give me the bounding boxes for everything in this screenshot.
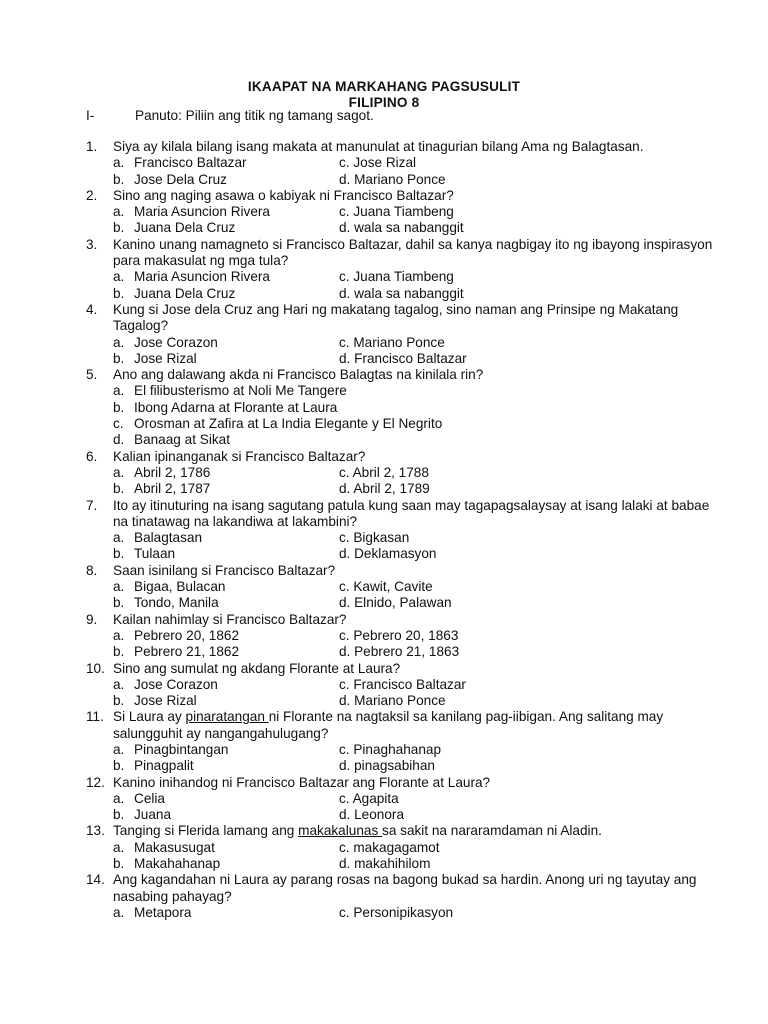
choice-row [113,269,726,285]
choice-text: Abril 2, 1787 [134,481,211,497]
question-text-part: ni Florante na nagtaksil sa kanilang pag-iibigan. Ang salitang may salungguhit ay nangangahulugang? [113,709,664,741]
choice-option: c. Pinaghahanap [339,741,442,757]
choice-letter: b. [113,350,125,366]
choice-option [113,677,218,693]
choice-row [113,481,726,497]
instruction-number: I- [86,108,95,123]
question-number: 3. [86,236,98,252]
instruction-text: Panuto: Piliin ang titik ng tamang sagot. [135,108,374,123]
choice-letter: b. [113,481,125,497]
choice-text: Jose Rizal [134,350,197,366]
choice-letter: b. [113,285,125,301]
choice-letter: b. [113,399,125,415]
choice-option [113,204,270,220]
choice-option: d. wala sa nabanggit [339,220,464,236]
choice-text: Jose Dela Cruz [134,171,227,187]
question-item [86,188,726,237]
choice-option: d. Francisco Baltazar [339,350,467,366]
choice-letter: a. [113,627,125,643]
underlined-word: pinaratangan [185,709,269,725]
question-number: 12. [86,774,105,790]
choice-row [113,840,726,856]
choice-letter: a. [113,269,125,285]
choice-row [113,905,726,921]
choice-letter: a. [113,790,125,806]
choice-option: d. wala sa nabanggit [339,285,464,301]
choice-text: Juana Dela Cruz [134,220,236,236]
choice-letter: b. [113,856,125,872]
question-item [86,823,726,872]
choice-option: d. Abril 2, 1789 [339,481,430,497]
question-list [86,139,726,921]
choice-row [113,758,726,774]
choice-row [113,595,726,611]
choice-letter: a. [113,904,125,920]
question-item [86,775,726,824]
choice-text: Juana [134,807,172,823]
question-number: 6. [86,448,98,464]
question-number: 2. [86,187,98,203]
choice-option: d. Pebrero 21, 1863 [339,644,460,660]
choice-letter: a. [113,579,125,595]
choice-option [113,530,202,546]
choice-option: c. Mariano Ponce [339,334,445,350]
choice-row [113,220,726,236]
choice-option [113,742,229,758]
choice-text: Tondo, Manila [134,595,219,611]
choice-option [113,791,165,807]
choice-row [113,155,726,171]
choice-option [113,693,197,709]
choice-row [113,628,726,644]
choice-option: c. Personipikasyon [339,904,454,920]
choice-letter: b. [113,220,125,236]
exam-subtitle: FILIPINO 8 [348,95,420,110]
choice-option [113,416,726,432]
question-item [86,563,726,612]
choice-text: Makasusugat [134,839,215,855]
question-text [113,709,726,742]
choice-option [113,856,220,872]
question-item [86,367,726,448]
question-text: Kung si Jose dela Cruz ang Hari ng makatang tagalog, sino naman ang Prinsipe ng Makatang Tagalog? [113,301,679,334]
choice-option [113,400,726,416]
choice-text: Francisco Baltazar [134,155,247,171]
choice-option [113,383,726,399]
choice-option [113,481,210,497]
choice-option [113,579,225,595]
choice-option: d. Elnido, Palawan [339,595,452,611]
choice-letter: d. [113,432,125,448]
choice-row [113,172,726,188]
choice-option: d. makahihilom [339,856,431,872]
choice-option: c. Abril 2, 1788 [339,464,429,480]
choice-row [113,286,726,302]
question-number: 13. [86,823,105,839]
question-item [86,661,726,710]
choice-option: c. Agapita [339,790,399,806]
choice-option [113,286,235,302]
choice-letter: a. [113,334,125,350]
choice-text: Jose Corazon [134,676,218,692]
choice-row [113,807,726,823]
question-text: Kanino inihandog ni Francisco Baltazar ang Florante at Laura? [113,774,491,790]
choice-option [113,644,239,660]
choice-option: d. Mariano Ponce [339,693,446,709]
choice-option: c. Francisco Baltazar [339,676,466,692]
choice-letter: b. [113,644,125,660]
choice-row [113,791,726,807]
choice-letter: a. [113,204,125,220]
choice-text: Makahahanap [134,856,221,872]
choice-letter: a. [113,839,125,855]
choice-option [113,220,235,236]
choice-option: d. Deklamasyon [339,546,437,562]
choice-option [113,155,247,171]
choice-letter: a. [113,464,125,480]
choice-option [113,172,227,188]
choice-option: d. pinagsabihan [339,758,435,774]
choice-letter: b. [113,595,125,611]
choice-text: Metapora [134,904,192,920]
question-text: Ang kagandahan ni Laura ay parang rosas na bagong bukad sa hardin. Anong uri ng tayutay ang nasabing pahayag? [113,872,697,904]
choice-option [113,546,175,562]
question-number: 9. [86,611,98,627]
choice-option: d. Leonora [339,807,405,823]
question-text: Sino ang naging asawa o kabiyak ni Francisco Baltazar? [113,187,454,203]
choice-text: Pebrero 21, 1862 [134,644,240,660]
choice-letter: a. [113,383,125,399]
choice-letter: a. [113,741,125,757]
choice-text: Maria Asuncion Rivera [134,269,270,285]
question-text [113,823,726,839]
question-text-part: Si Laura ay [113,709,186,725]
choice-option: c. Bigkasan [339,530,410,546]
choice-row [113,465,726,481]
choice-option [113,335,218,351]
choice-row [113,530,726,546]
question-text: Ito ay itinuturing na isang sagutang patula kung saan may tagapagsalaysay at isang lalaki at babae na tinatawag na lakandiwa at lakambini? [113,497,710,529]
choice-row [113,677,726,693]
choice-option [113,269,270,285]
exam-title: IKAAPAT NA MARKAHANG PAGSUSULIT [247,79,521,94]
choice-text: Bigaa, Bulacan [134,579,226,595]
choice-text: Jose Corazon [134,334,218,350]
instruction [86,108,374,124]
question-number: 4. [86,301,98,317]
choice-option [113,595,219,611]
choice-row [113,335,726,351]
question-text: Sino ang sumulat ng akdang Florante at Laura? [113,660,401,676]
question-text-part: sa sakit na nararamdaman ni Aladin. [382,823,602,839]
choice-option [113,465,210,481]
choice-text: El filibusterismo at Noli Me Tangere [134,383,347,399]
question-item [86,449,726,498]
question-item [86,139,726,188]
question-text: Kanino unang namagneto si Francisco Baltazar, dahil sa kanya nagbigay ito ng ibayong inspirasyon para makasulat ng mga tula? [113,236,713,269]
choice-option: c. makagagamot [339,839,440,855]
question-text: Ano ang dalawang akda ni Francisco Balagtas na kinilala rin? [113,367,484,383]
choice-option [113,351,197,367]
choice-option [113,807,171,823]
choice-option: c. Kawit, Cavite [339,579,433,595]
choice-option: c. Juana Tiambeng [339,269,454,285]
question-number: 5. [86,367,98,383]
question-text: Saan isinilang si Francisco Baltazar? [113,562,336,578]
choice-text: Banaag at Sikat [134,432,230,448]
choice-letter: b. [113,171,125,187]
choice-option [113,840,215,856]
choice-row [113,644,726,660]
question-item [86,302,726,367]
choice-option [113,432,726,448]
choice-text: Pinagpalit [134,758,194,774]
choice-letter: b. [113,693,125,709]
choice-option: c. Jose Rizal [339,155,417,171]
question-text: Siya ay kilala bilang isang makata at manunulat at tinagurian bilang Ama ng Balagtasan. [113,139,644,154]
choice-letter: b. [113,758,125,774]
choice-text: Jose Rizal [134,693,197,709]
question-text: Kailan nahimlay si Francisco Baltazar? [113,611,347,627]
choice-row [113,856,726,872]
choice-text: Orosman at Zafira at La India Elegante y El Negrito [134,416,443,432]
choice-letter: a. [113,676,125,692]
question-text: Kalian ipinanganak si Francisco Baltazar? [113,448,366,464]
choice-option: c. Juana Tiambeng [339,204,454,220]
question-item [86,237,726,302]
choice-row [113,693,726,709]
choice-letter: c. [113,416,124,432]
choice-row [113,204,726,220]
choice-option: c. Pebrero 20, 1863 [339,627,459,643]
choice-text: Maria Asuncion Rivera [134,204,270,220]
choice-letter: a. [113,155,125,171]
question-item [86,612,726,661]
choice-option [113,905,191,921]
choice-text: Tulaan [134,546,176,562]
underlined-word: makakalunas [298,823,383,839]
choice-row [113,579,726,595]
choice-option [113,628,239,644]
question-number: 10. [86,660,105,676]
choice-option [113,758,194,774]
question-number: 7. [86,497,98,513]
choice-text: Celia [134,790,165,806]
choice-row [113,546,726,562]
choice-text: Balagtasan [134,530,203,546]
choice-letter: b. [113,807,125,823]
choice-letter: a. [113,530,125,546]
choice-row [113,351,726,367]
choice-text: Juana Dela Cruz [134,285,236,301]
choice-option: d. Mariano Ponce [339,171,446,187]
choice-text: Pinagbintangan [134,741,229,757]
question-item [86,872,726,921]
choice-text: Abril 2, 1786 [134,464,211,480]
question-item [86,709,726,774]
question-item [86,498,726,563]
question-number: 1. [86,139,98,154]
choice-text: Pebrero 20, 1862 [134,627,240,643]
question-text-part: Tanging si Flerida lamang ang [113,823,299,839]
question-number: 8. [86,562,98,578]
choice-text: Ibong Adarna at Florante at Laura [134,399,338,415]
choice-letter: b. [113,546,125,562]
question-number: 11. [86,709,104,725]
choice-row [113,742,726,758]
question-number: 14. [86,872,105,888]
